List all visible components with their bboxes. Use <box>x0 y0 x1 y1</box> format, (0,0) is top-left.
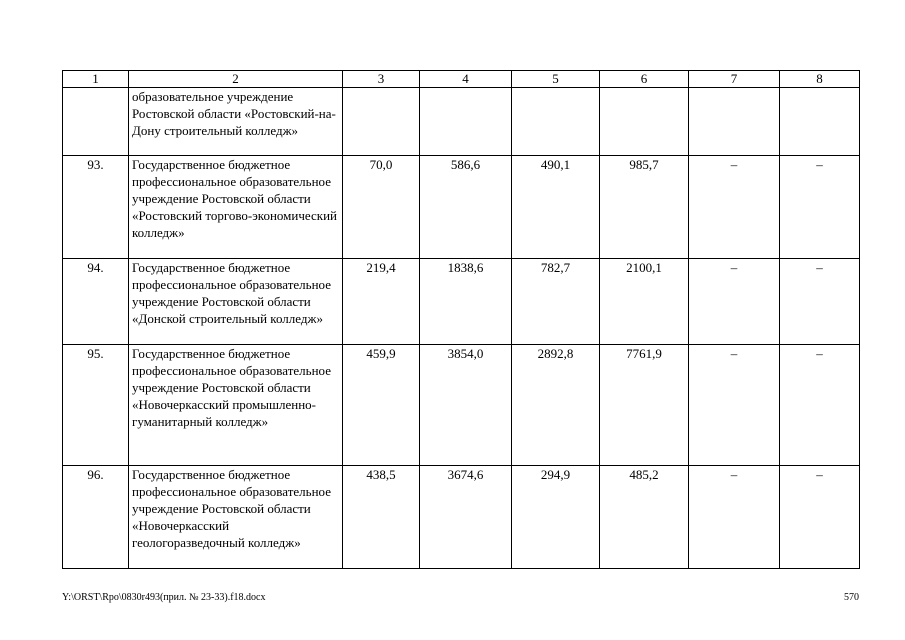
cell-col5 <box>512 88 600 156</box>
cell-col7: – <box>689 259 780 345</box>
cell-col6: 485,2 <box>600 466 689 569</box>
cell-col7: – <box>689 345 780 466</box>
cell-col4 <box>420 88 512 156</box>
budget-table <box>62 70 860 569</box>
cell-col8: – <box>780 345 860 466</box>
cell-col6 <box>600 88 689 156</box>
cell-col5: 2892,8 <box>512 345 600 466</box>
table-row <box>63 88 860 156</box>
footer-file-path: Y:\ORST\Rpo\0830r493(прил. № 23-33).f18.docx <box>62 592 266 603</box>
header-cell: 6 <box>600 71 689 88</box>
row-number: 95. <box>63 345 129 466</box>
institution-name: Государственное бюджетное профессиональное образовательное учреждение Ростовской области «Ростовский торгово-экономический колледж» <box>129 156 343 259</box>
row-number <box>63 88 129 156</box>
header-cell: 1 <box>63 71 129 88</box>
header-cell: 4 <box>420 71 512 88</box>
header-cell: 2 <box>129 71 343 88</box>
cell-col7: – <box>689 466 780 569</box>
cell-col4: 586,6 <box>420 156 512 259</box>
table-row <box>63 345 860 466</box>
cell-col5: 782,7 <box>512 259 600 345</box>
table-row <box>63 259 860 345</box>
header-cell: 8 <box>780 71 860 88</box>
cell-col4: 1838,6 <box>420 259 512 345</box>
cell-col8: – <box>780 259 860 345</box>
institution-name: Государственное бюджетное профессиональное образовательное учреждение Ростовской области «Донской строительный колледж» <box>129 259 343 345</box>
cell-col8: – <box>780 466 860 569</box>
institution-name: образовательное учреждение Ростовской области «Ростовский-на-Дону строительный колледж» <box>129 88 343 156</box>
cell-col8: – <box>780 156 860 259</box>
header-cell: 3 <box>343 71 420 88</box>
header-cell: 7 <box>689 71 780 88</box>
institution-name: Государственное бюджетное профессиональное образовательное учреждение Ростовской области «Новочеркасский геологоразведочный колледж» <box>129 466 343 569</box>
cell-col6: 2100,1 <box>600 259 689 345</box>
cell-col5: 294,9 <box>512 466 600 569</box>
header-cell: 5 <box>512 71 600 88</box>
cell-col3: 438,5 <box>343 466 420 569</box>
row-number: 93. <box>63 156 129 259</box>
table-row <box>63 156 860 259</box>
cell-col3: 219,4 <box>343 259 420 345</box>
cell-col6: 985,7 <box>600 156 689 259</box>
table-row <box>63 466 860 569</box>
row-number: 94. <box>63 259 129 345</box>
cell-col3: 70,0 <box>343 156 420 259</box>
cell-col3 <box>343 88 420 156</box>
cell-col4: 3674,6 <box>420 466 512 569</box>
cell-col6: 7761,9 <box>600 345 689 466</box>
header-row <box>63 71 860 88</box>
cell-col8 <box>780 88 860 156</box>
cell-col4: 3854,0 <box>420 345 512 466</box>
cell-col5: 490,1 <box>512 156 600 259</box>
cell-col7 <box>689 88 780 156</box>
institution-name: Государственное бюджетное профессиональное образовательное учреждение Ростовской области «Новочеркасский промышленно-гуманитарный колледж» <box>129 345 343 466</box>
cell-col7: – <box>689 156 780 259</box>
row-number: 96. <box>63 466 129 569</box>
page-number: 570 <box>844 592 859 603</box>
cell-col3: 459,9 <box>343 345 420 466</box>
